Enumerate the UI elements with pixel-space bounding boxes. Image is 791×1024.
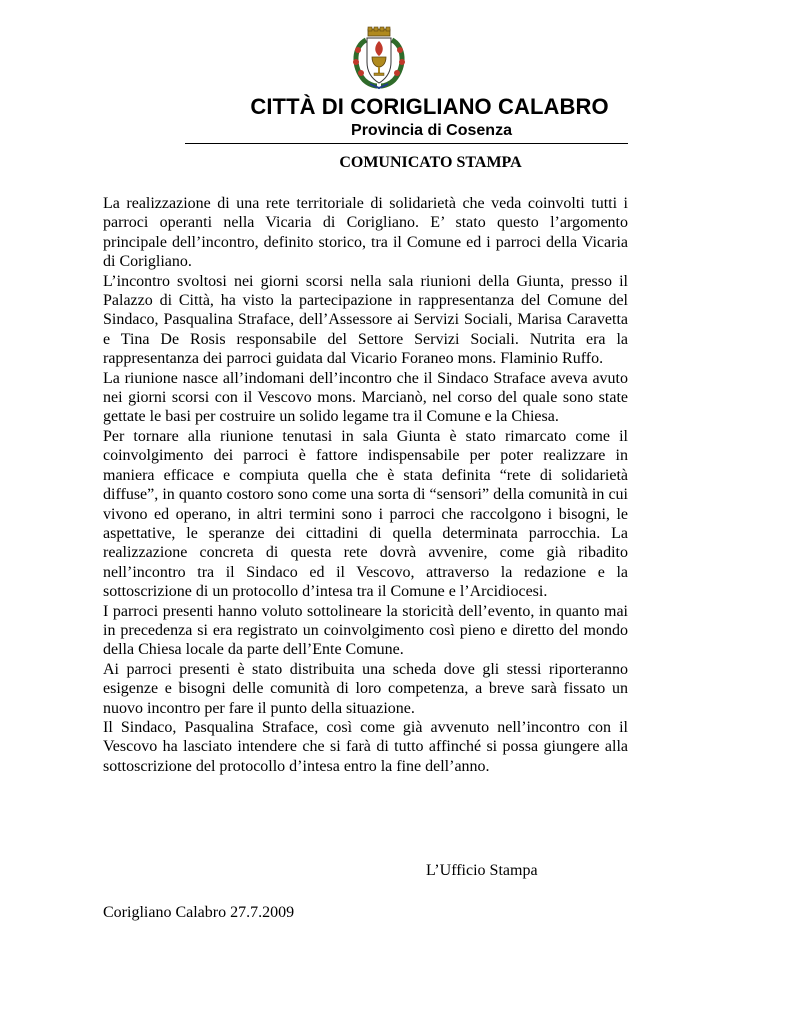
body-paragraph: Ai parroci presenti è stato distribuita una scheda dove gli stessi riporteranno esigenze e bisogni delle comunità di loro competenza, a breve sarà fissato un nuovo incontro per fare il punto della situazione. [103,660,628,717]
signature: L’Ufficio Stampa [426,862,538,879]
city-title-text: CITTÀ DI CORIGLIANO CALABRO [250,94,609,119]
press-release-heading [0,153,791,173]
press-release-heading-text: COMUNICATO STAMPA [339,154,522,171]
header-divider [185,143,628,144]
city-title [0,94,791,120]
province-subtitle [0,121,791,141]
body-paragraph: Per tornare alla riunione tenutasi in sala Giunta è stato rimarcato come il coinvolgimento dei parroci è fattore indispensabile per poter realizzare in maniera efficace e compiuta quella che è stata definita “rete di solidarietà diffuse”, in quanto costoro sono come una sorta di “sensori” della comunità in cui vivono ed operano, in altri termini sono i parroci che raccolgono i bisogni, le aspettative, le speranze dei cittadini di quella determinata parrocchia. La realizzazione concreta di questa rete dovrà avvenire, come già ribadito nell’incontro tra il Sindaco ed il Vescovo, attraverso la redazione e la sottoscrizione di un protocollo d’intesa tra il Comune e l’Arcidiocesi. [103,427,628,601]
body-paragraph: L’incontro svoltosi nei giorni scorsi nella sala riunioni della Giunta, presso il Palazzo di Città, ha visto la partecipazione in rappresentanza del Comune del Sindaco, Pasqualina Straface, dell’Assessore ai Servizi Sociali, Marisa Caravetta e Tina De Rosis responsabile del Settore Servizi Sociali. Nutrita era la rappresentanza dei parroci guidata dal Vicario Foraneo mons. Flaminio Ruffo. [103,272,628,368]
body-paragraph: La riunione nasce all’indomani dell’incontro che il Sindaco Straface aveva avuto nei giorni scorsi con il Vescovo mons. Marcianò, nel corso del quale sono state gettate le basi per costruire un solido legame tra il Comune e la Chiesa. [103,369,628,426]
place-date: Corigliano Calabro 27.7.2009 [103,904,295,921]
province-text: Provincia di Cosenza [351,122,512,139]
press-release-body [103,194,628,776]
body-paragraph: La realizzazione di una rete territoriale di solidarietà che veda coinvolti tutti i parroci operanti nella Vicaria di Corigliano. E’ stato questo l’argomento principale dell’incontro, definito storico, tra il Comune ed i parroci della Vicaria di Corigliano. [103,195,628,271]
body-paragraph: Il Sindaco, Pasqualina Straface, così come già avvenuto nell’incontro con il Vescovo ha lasciato intendere che si farà di tutto affinché si possa giungere alla sottoscrizione del protocollo d’intesa entro la fine dell’anno. [103,718,628,775]
body-paragraph: I parroci presenti hanno voluto sottolineare la storicità dell’evento, in quanto mai in precedenza si era registrato un coinvolgimento così pieno e diretto del mondo della Chiesa locale da parte dell’Ente Comune. [103,602,628,659]
coat-of-arms-icon [346,26,412,92]
